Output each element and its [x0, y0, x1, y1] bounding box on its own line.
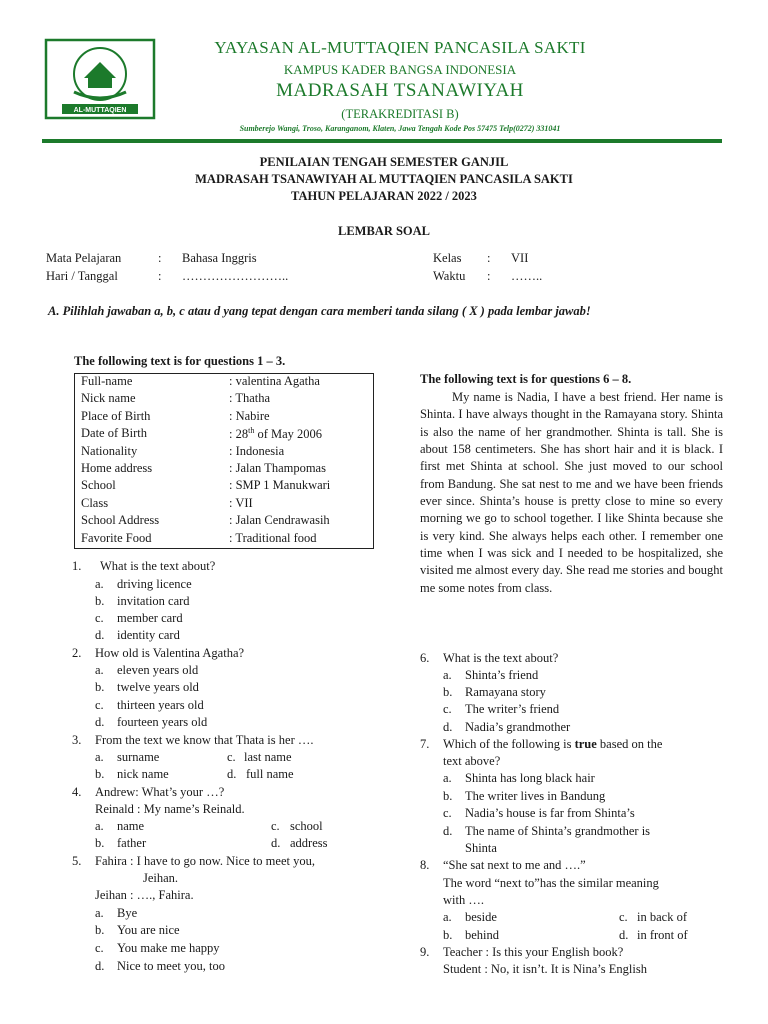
bio-label: School: [81, 478, 116, 493]
day-colon: :: [158, 269, 162, 283]
bio-value: : Nabire: [229, 408, 270, 423]
option-text: nick name: [117, 767, 169, 781]
foundation-name: YAYASAN AL-MUTTAQIEN PANCASILA SAKTI: [214, 38, 586, 57]
option-letter: d.: [95, 715, 105, 729]
option-letter: b.: [95, 923, 105, 937]
bio-value: : Thatha: [229, 391, 271, 406]
option-letter: b.: [443, 685, 453, 699]
option-text: thirteen years old: [117, 698, 204, 712]
option-text: surname: [117, 750, 160, 764]
option-letter: c.: [443, 702, 452, 716]
question-text-line3: with ….: [443, 893, 484, 907]
option-letter: a.: [95, 819, 104, 833]
bio-value-suffix: th: [248, 426, 255, 436]
letterhead-divider: [42, 139, 722, 143]
bio-value: : Indonesia: [229, 443, 285, 458]
option-text: The writer lives in Bandung: [465, 789, 606, 803]
question-number: 5.: [72, 854, 82, 868]
question-text-line2: text above?: [443, 754, 501, 768]
option-text: father: [117, 836, 147, 850]
instruction: A. Pilihlah jawaban a, b, c atau d yang tepat dengan cara memberi tanda silang ( X ) pada lembar jawab!: [48, 304, 591, 318]
day-label: Hari / Tanggal: [46, 269, 118, 283]
question-number: 4.: [72, 785, 82, 799]
option-letter: b.: [95, 767, 105, 781]
question-text: How old is Valentina Agatha?: [95, 646, 245, 660]
bio-value-rest: of May 2006: [254, 427, 323, 442]
exam-year: TAHUN PELAJARAN 2022 / 2023: [291, 189, 477, 203]
question-text: Andrew: What’s your …?: [95, 785, 225, 799]
option-text: school: [290, 819, 323, 833]
question-text-post: based on the: [596, 737, 663, 751]
question-text-line3: Jeihan : …., Fahira.: [95, 888, 194, 902]
bio-value: : valentina Agatha: [229, 374, 320, 388]
question-number: 3.: [72, 733, 82, 747]
class-label: Kelas: [433, 251, 462, 265]
bio-label: Home address: [81, 461, 153, 475]
option-letter: b.: [443, 928, 453, 942]
question-text: Teacher : Is this your English book?: [443, 945, 624, 959]
reading-passage: My name is Nadia, I have a best friend. Her name is Shinta. I have always thought in the Ramayana story. Shinta is also the name of her grandmother. Shinta is tall. She is about 158 centimeters. She has short hair and it is black. I first met Shinta at school. She just moved to our school from Bandung. She sat nest to me and we have been friends ever since. Shinta’s house is pretty close to mine so every morning we go to school together. I like Shinta because she is very kind. She always helps each other. I remember one time when I was sick and I needed to be hospitalized, she visited me almost every day. She read me stories and bought me some notes from class.: [420, 390, 723, 595]
option-text: Shinta has long black hair: [465, 771, 595, 785]
option-text: beside: [465, 910, 497, 924]
option-text: Shinta’s friend: [465, 668, 539, 682]
option-letter: a.: [95, 577, 104, 591]
option-text: address: [290, 836, 328, 850]
bio-label: Place of Birth: [81, 408, 151, 423]
option-text: Nadia’s grandmother: [465, 720, 571, 734]
option-text: in back of: [637, 910, 687, 924]
time-label: Waktu: [433, 269, 466, 283]
option-letter: c.: [95, 698, 104, 712]
question-number: 6.: [420, 651, 430, 665]
option-letter: c.: [443, 806, 452, 820]
option-letter: c.: [95, 611, 104, 625]
school-logo: [44, 38, 156, 120]
class-colon: :: [487, 251, 491, 265]
bio-value: : Traditional food: [229, 530, 317, 545]
option-text: You are nice: [117, 923, 180, 937]
option-text: invitation card: [117, 594, 190, 608]
accreditation: (TERAKREDITASI B): [341, 107, 459, 121]
option-letter: d.: [619, 928, 629, 942]
option-text-line2: Shinta: [465, 841, 497, 855]
option-text: Ramayana story: [465, 685, 546, 699]
option-letter: a.: [443, 910, 452, 924]
exam-school: MADRASAH TSANAWIYAH AL MUTTAQIEN PANCASILA SAKTI: [195, 172, 573, 186]
question-text-line2: Student : No, it isn’t. It is Nina’s English: [443, 962, 647, 976]
question-text: [443, 736, 662, 753]
option-letter: a.: [443, 668, 452, 682]
option-letter: d.: [443, 824, 453, 838]
option-text: The name of Shinta’s grandmother is: [465, 824, 651, 838]
question-number: 1.: [72, 559, 82, 573]
option-letter: b.: [95, 594, 105, 608]
option-letter: a.: [95, 906, 104, 920]
option-text: in front of: [637, 928, 688, 942]
option-letter: d.: [227, 767, 237, 781]
subject-value: Bahasa Inggris: [182, 251, 257, 265]
school-address: Sumberejo Wangi, Troso, Karanganom, Klaten, Jawa Tengah Kode Pos 57475 Telp(0272) 331041: [239, 124, 561, 133]
option-letter: d.: [271, 836, 281, 850]
question-text-line2: Reinald : My name’s Reinald.: [95, 802, 245, 816]
bio-label: Full-name: [81, 374, 133, 388]
bio-value: [229, 426, 322, 442]
campus-name: KAMPUS KADER BANGSA INDONESIA: [283, 62, 517, 77]
bio-value: : Jalan Cendrawasih: [229, 513, 330, 528]
question-text-line2: Jeihan.: [143, 871, 179, 885]
option-letter: a.: [95, 750, 104, 764]
exam-title: PENILAIAN TENGAH SEMESTER GANJIL: [259, 155, 509, 169]
question-number: 2.: [72, 646, 82, 660]
option-text: driving licence: [117, 577, 192, 591]
option-letter: d.: [95, 628, 105, 642]
question-text: What is the text about?: [443, 651, 559, 665]
option-letter: d.: [95, 959, 105, 973]
bio-value: : VII: [229, 495, 253, 510]
class-value: VII: [511, 251, 529, 265]
time-colon: :: [487, 269, 491, 283]
option-text: identity card: [117, 628, 180, 642]
option-text: You make me happy: [117, 941, 220, 955]
option-text: last name: [244, 750, 292, 764]
question-number: 7.: [420, 737, 430, 751]
option-text: twelve years old: [117, 680, 199, 694]
bio-label: School Address: [81, 513, 160, 528]
bio-label: Favorite Food: [81, 530, 152, 545]
option-letter: c.: [619, 910, 628, 924]
option-text: Bye: [117, 906, 138, 920]
logo-text: AL-MUTTAQIEN: [73, 107, 127, 114]
option-letter: a.: [95, 663, 104, 677]
section1-title: The following text is for questions 1 – 3.: [74, 354, 286, 368]
option-text: fourteen years old: [117, 715, 208, 729]
day-value: ……………………..: [182, 269, 289, 283]
option-text: Nadia’s house is far from Shinta’s: [465, 806, 635, 820]
question-text-emphasis: true: [574, 737, 597, 751]
option-letter: c.: [271, 819, 280, 833]
bio-value: : SMP 1 Manukwari: [229, 478, 331, 493]
subject-colon: :: [158, 251, 162, 265]
bio-value: : Jalan Thampomas: [229, 461, 326, 475]
question-text: Fahira : I have to go now. Nice to meet you,: [95, 854, 315, 868]
bio-label: Nick name: [81, 391, 136, 406]
question-text: “She sat next to me and ….”: [443, 858, 586, 872]
option-letter: b.: [443, 789, 453, 803]
option-letter: c.: [227, 750, 236, 764]
time-value: ……..: [511, 269, 543, 283]
option-text: Nice to meet you, too: [117, 959, 225, 973]
question-number: 8.: [420, 858, 430, 872]
school-name: MADRASAH TSANAWIYAH: [276, 80, 524, 101]
question-text-line2: The word “next to”has the similar meaning: [443, 876, 659, 890]
bio-label: Class: [81, 495, 109, 510]
option-letter: a.: [443, 771, 452, 785]
option-text: name: [117, 819, 145, 833]
bio-label: Nationality: [81, 443, 138, 458]
option-text: behind: [465, 928, 500, 942]
question-number: 9.: [420, 945, 430, 959]
option-text: eleven years old: [117, 663, 199, 677]
question-text: From the text we know that Thata is her ….: [95, 733, 314, 747]
bio-label: Date of Birth: [81, 426, 147, 441]
option-text: member card: [117, 611, 183, 625]
option-letter: d.: [443, 720, 453, 734]
question-text-pre: Which of the following is: [443, 737, 575, 751]
sheet-title: LEMBAR SOAL: [337, 224, 431, 238]
option-letter: b.: [95, 680, 105, 694]
biodata-table: [74, 373, 374, 549]
question-text: What is the text about?: [100, 559, 216, 573]
subject-label: Mata Pelajaran: [46, 251, 122, 265]
option-letter: b.: [95, 836, 105, 850]
option-text: The writer’s friend: [465, 702, 560, 716]
option-text: full name: [246, 767, 294, 781]
bio-value-day: : 28: [229, 427, 249, 442]
option-letter: c.: [95, 941, 104, 955]
section2-title: The following text is for questions 6 – 8.: [420, 372, 632, 386]
